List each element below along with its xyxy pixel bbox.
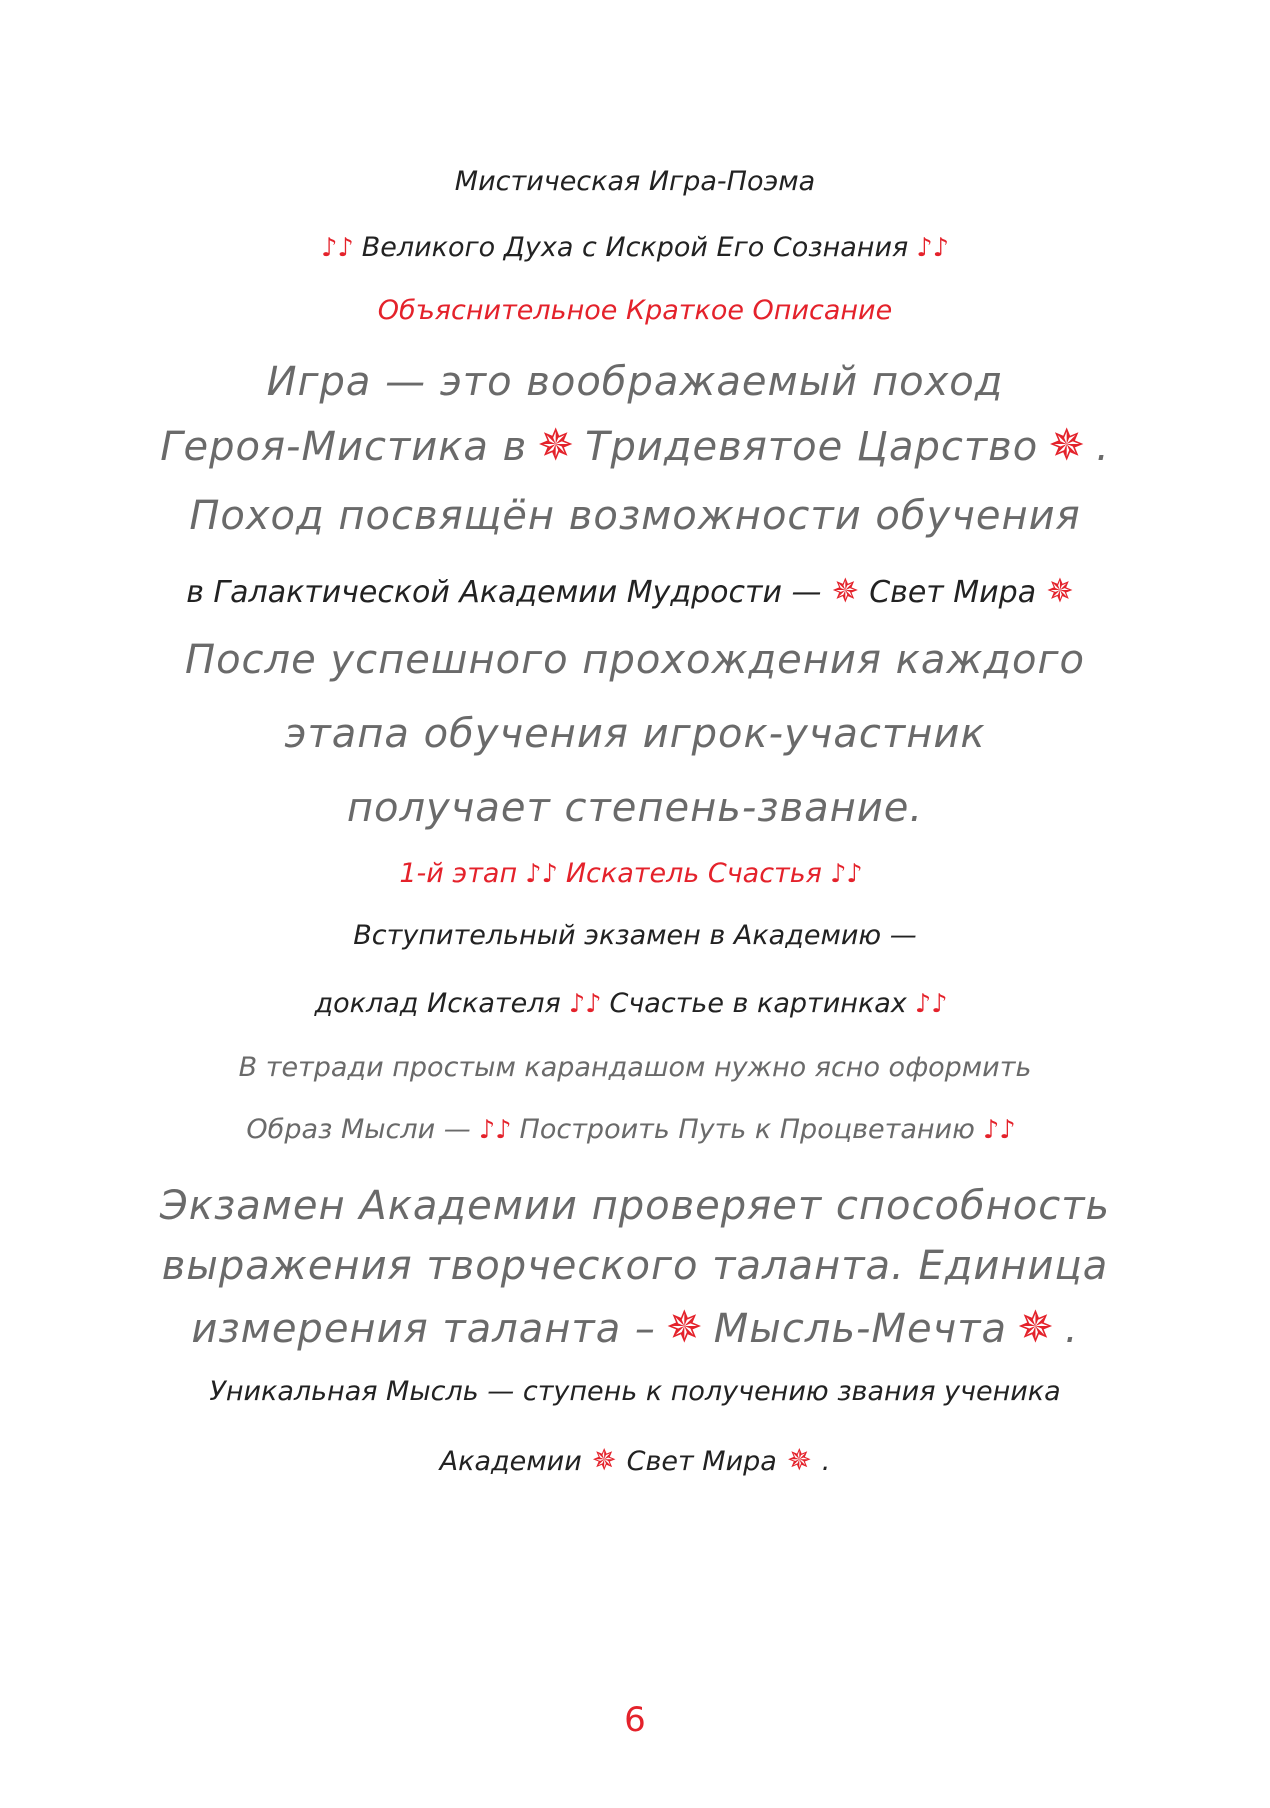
report-text: доклад Искателя: [314, 988, 561, 1019]
talent-measure-text: измерения таланта –: [191, 1306, 656, 1352]
intro-line-2-text: Героя-Мистика в: [160, 424, 528, 470]
thought-image-text: Образ Мысли —: [246, 1114, 471, 1145]
period: .: [1096, 424, 1110, 470]
music-note-icon: ♪♪: [982, 1115, 1016, 1145]
intro-line-6: этапа обучения игрок-участник: [284, 711, 986, 757]
page-number: 6: [624, 1700, 646, 1740]
star-icon: ✵: [537, 420, 576, 471]
academy-word: Академии: [439, 1446, 582, 1477]
exam-line-5: [0, 1443, 1270, 1478]
exam-line-2: выражения творческого таланта. Единица: [161, 1243, 1109, 1289]
exam-line-3: [0, 1302, 1270, 1353]
star-icon: ✵: [591, 1443, 617, 1478]
music-note-icon: ♪♪: [916, 233, 949, 263]
kingdom-name: Тридевятое Царство: [585, 424, 1039, 470]
intro-line-3: Поход посвящён возможности обучения: [189, 493, 1081, 539]
intro-line-7: получает степень-звание.: [346, 785, 924, 831]
music-note-icon: ♪♪: [478, 1115, 512, 1145]
star-icon: ✵: [831, 571, 860, 610]
prosperity-path: Построить Путь к Процветанию: [519, 1114, 975, 1145]
intro-line-2: [0, 420, 1270, 471]
poem-title: [0, 234, 1270, 262]
stage-name: Искатель Счастья: [565, 858, 822, 889]
exam-line-4: Уникальная Мысль — ступень к получению звания ученика: [209, 1376, 1061, 1407]
music-note-icon: ♪♪: [829, 859, 863, 889]
intro-line-1: Игра — это воображаемый поход: [266, 359, 1004, 405]
star-icon: ✵: [665, 1302, 704, 1353]
star-icon: ✵: [1046, 571, 1074, 610]
exam-intro-line-1: Вступительный экзамен в Академию —: [353, 920, 917, 951]
music-note-icon: ♪♪: [914, 989, 948, 1019]
star-icon: ✵: [1017, 1302, 1055, 1353]
period: .: [821, 1446, 831, 1477]
stage-label: [0, 860, 1270, 888]
section-title: Объяснительное Краткое Описание: [377, 295, 893, 326]
music-note-icon: ♪♪: [568, 989, 602, 1019]
report-title: Счастье в картинках: [609, 988, 907, 1019]
star-icon: ✵: [786, 1443, 812, 1478]
academy-text: в Галактической Академии Мудрости —: [186, 575, 822, 610]
thought-dream: Мысль-Мечта: [713, 1306, 1008, 1352]
intro-line-4: [0, 571, 1270, 610]
music-note-icon: ♪♪: [321, 233, 354, 263]
period: .: [1064, 1306, 1079, 1352]
poem-title-text: Великого Духа с Искрой Его Сознания: [361, 232, 909, 263]
star-icon: ✵: [1048, 420, 1087, 471]
music-note-icon: ♪♪: [525, 859, 558, 889]
exam-line-1: Экзамен Академии проверяет способность: [159, 1183, 1111, 1229]
exam-intro-line-2: [0, 990, 1270, 1018]
stage-number: 1-й этап: [399, 858, 518, 889]
academy-name: Свет Мира: [626, 1446, 777, 1477]
poem-kind: Мистическая Игра-Поэма: [454, 166, 816, 197]
note-line-1: В тетради простым карандашом нужно ясно оформить: [238, 1052, 1032, 1083]
note-line-2: [0, 1116, 1270, 1144]
intro-line-5: После успешного прохождения каждого: [185, 637, 1085, 683]
academy-name: Свет Мира: [869, 575, 1037, 610]
